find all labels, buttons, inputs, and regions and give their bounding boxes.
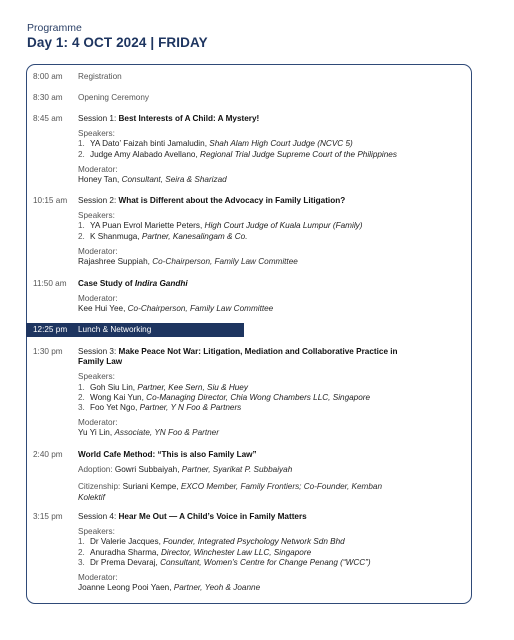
moderator-role: Co-Chairperson, Family Law Committee [127, 304, 274, 314]
speaker-item: 2. Wong Kai Yun, Co-Managing Director, Chia Wong Chambers LLC, Singapore [78, 392, 371, 402]
speaker-role: Partner, Kanesalingam & Co. [141, 231, 248, 241]
speaker-number: 2. [78, 231, 85, 241]
speaker-name: Dr Valerie Jacques [90, 537, 159, 547]
speakers-list [78, 221, 468, 241]
adoption-line: Adoption: Gowri Subbaiyah, Partner, Syarikat P. Subbaiyah [78, 465, 293, 475]
adoption-role: Partner, Syarikat P. Subbaiyah [181, 465, 293, 475]
day-title: Day 1: 4 OCT 2024 | FRIDAY [27, 35, 208, 50]
speaker-item: 2. Judge Amy Alabado Avellano, Regional Trial Judge Supreme Court of the Philippines [78, 149, 397, 159]
slot-title: Registration [78, 72, 122, 81]
lunch-networking-bar [26, 323, 244, 337]
moderator-name: Kee Hui Yee [78, 304, 124, 314]
slot-time: 10:15 am [33, 196, 68, 205]
moderator-role: Partner, Yeoh & Joanne [173, 583, 261, 593]
session-prefix: Session 4: [78, 512, 119, 521]
session-prefix: Session 3: [78, 347, 119, 356]
session-prefix: Session 1: [78, 114, 119, 123]
session-title [78, 347, 468, 367]
speaker-name: Wong Kai Yun [90, 392, 142, 402]
speaker-item: 3. Foo Yet Ngo, Partner, Y N Foo & Partners [78, 403, 242, 413]
moderator-name: Joanne Leong Pooi Yaen [78, 583, 170, 593]
speaker-name: Goh Siu Lin [90, 382, 133, 392]
citizenship-label: Citizenship: [78, 482, 123, 492]
speakers-list [78, 537, 468, 568]
moderator-label: Moderator: [78, 573, 118, 583]
session-title [78, 196, 468, 206]
moderator-label: Moderator: [78, 294, 118, 304]
slot-time: 2:40 pm [33, 450, 63, 459]
speaker-item: 2. Anuradha Sharma, Director, Winchester Law LLC, Singapore [78, 547, 312, 557]
moderator: Rajashree Suppiah, Co-Chairperson, Family Law Committee [78, 257, 298, 267]
session-name: Hear Me Out — A Child’s Voice in Family Matters [118, 512, 307, 521]
speaker-number: 3. [78, 403, 85, 413]
slot-time: 12:25 pm [33, 325, 68, 334]
session-name: What is Different about the Advocacy in Family Litigation? [118, 196, 346, 205]
moderator: Yu Yi Lin, Associate, YN Foo & Partner [78, 428, 219, 438]
speaker-number: 1. [78, 221, 85, 231]
moderator: Kee Hui Yee, Co-Chairperson, Family Law Committee [78, 304, 274, 314]
speakers-label: Speakers: [78, 211, 115, 221]
session-title [78, 114, 468, 124]
speaker-role: Shah Alam High Court Judge (NCVC 5) [209, 139, 353, 149]
speakers-label: Speakers: [78, 372, 115, 382]
moderator-name: Honey Tan [78, 175, 117, 185]
speaker-name: Anuradha Sharma [90, 547, 157, 557]
session-title [78, 279, 468, 289]
session-title [78, 512, 468, 522]
session-name-line2: Family Law [78, 357, 123, 367]
speaker-name: Dr Prema Devaraj [90, 557, 156, 567]
speaker-item: 1. YA Dato’ Faizah binti Jamaludin, Shah Alam High Court Judge (NCVC 5) [78, 139, 353, 149]
session-prefix: Session 2: [78, 196, 119, 205]
speaker-name: Foo Yet Ngo [90, 403, 136, 413]
speakers-list [78, 139, 468, 159]
moderator-role: Associate, YN Foo & Partner [114, 428, 219, 438]
speaker-role: Co-Managing Director, Chia Wong Chambers LLC, Singapore [146, 392, 371, 402]
moderator-name: Yu Yi Lin [78, 428, 110, 438]
speaker-number: 2. [78, 547, 85, 557]
slot-time: 8:45 am [33, 114, 63, 123]
citizenship-line: Citizenship: Suriani Kempe, EXCO Member, Family Frontiers; Co-Founder, Kemban Kolektif [78, 482, 382, 502]
speaker-item: 3. Dr Prema Devaraj, Consultant, Women’s Centre for Change Penang (“WCC”) [78, 557, 371, 567]
moderator-label: Moderator: [78, 246, 118, 256]
speaker-number: 3. [78, 557, 85, 567]
moderator: Joanne Leong Pooi Yaen, Partner, Yeoh & Joanne [78, 583, 261, 593]
citizenship-role: EXCO Member, Family Frontiers; Co-Founder, Kemban [180, 482, 382, 492]
programme-label: Programme [27, 22, 82, 34]
moderator-label: Moderator: [78, 164, 118, 174]
session-name: Make Peace Not War: Litigation, Mediation and Collaborative Practice in [118, 347, 398, 356]
moderator: Honey Tan, Consultant, Seira & Sharizad [78, 175, 227, 185]
speaker-name: Judge Amy Alabado Avellano [90, 149, 196, 159]
slot-title: Opening Ceremony [78, 93, 149, 102]
speakers-label: Speakers: [78, 527, 115, 537]
slot-time: 8:00 am [33, 72, 63, 81]
speaker-item: 1. Goh Siu Lin, Partner, Kee Sern, Siu & Huey [78, 382, 248, 392]
speaker-number: 2. [78, 149, 85, 159]
speaker-item: 1. Dr Valerie Jacques, Founder, Integrated Psychology Network Sdn Bhd [78, 537, 345, 547]
citizenship-role-line2: Kolektif [78, 492, 105, 502]
speaker-name: K Shanmuga [90, 231, 138, 241]
slot-time: 1:30 pm [33, 347, 63, 356]
slot-time: 8:30 am [33, 93, 63, 102]
speakers-label: Speakers: [78, 129, 115, 139]
citizenship-name: Suriani Kempe [122, 482, 177, 492]
slot-title: Lunch & Networking [78, 325, 152, 334]
speakers-list [78, 383, 468, 414]
session-name: Case Study of [78, 279, 135, 288]
adoption-name: Gowri Subbaiyah [114, 465, 178, 475]
speaker-role: Regional Trial Judge Supreme Court of the Philippines [200, 149, 397, 159]
moderator-role: Consultant, Seira & Sharizad [121, 175, 227, 185]
speaker-item: 2. K Shanmuga, Partner, Kanesalingam & Co. [78, 231, 248, 241]
session-name: World Cafe Method: “This is also Family Law” [78, 450, 257, 459]
speaker-number: 1. [78, 537, 85, 547]
moderator-label: Moderator: [78, 418, 118, 428]
speaker-role: Partner, Kee Sern, Siu & Huey [137, 382, 248, 392]
moderator-name: Rajashree Suppiah [78, 257, 148, 267]
slot-time: 3:15 pm [33, 512, 63, 521]
speaker-number: 1. [78, 139, 85, 149]
session-name-italic: Indira Gandhi [134, 279, 188, 288]
speaker-role: Consultant, Women’s Centre for Change Penang (“WCC”) [160, 557, 371, 567]
speaker-number: 2. [78, 392, 85, 402]
speaker-role: High Court Judge of Kuala Lumpur (Family) [204, 221, 363, 231]
speaker-role: Director, Winchester Law LLC, Singapore [161, 547, 312, 557]
speaker-item: 1. YA Puan Evrol Mariette Peters, High Court Judge of Kuala Lumpur (Family) [78, 221, 363, 231]
adoption-label: Adoption: [78, 465, 115, 475]
speaker-role: Partner, Y N Foo & Partners [139, 403, 242, 413]
speaker-name: YA Puan Evrol Mariette Peters [90, 221, 200, 231]
speaker-number: 1. [78, 382, 85, 392]
session-name: Best Interests of A Child: A Mystery! [118, 114, 260, 123]
speaker-role: Founder, Integrated Psychology Network Sdn Bhd [163, 537, 345, 547]
slot-time: 11:50 am [33, 279, 67, 288]
session-title [78, 450, 468, 460]
speaker-name: YA Dato’ Faizah binti Jamaludin [90, 139, 205, 149]
moderator-role: Co-Chairperson, Family Law Committee [152, 257, 298, 267]
